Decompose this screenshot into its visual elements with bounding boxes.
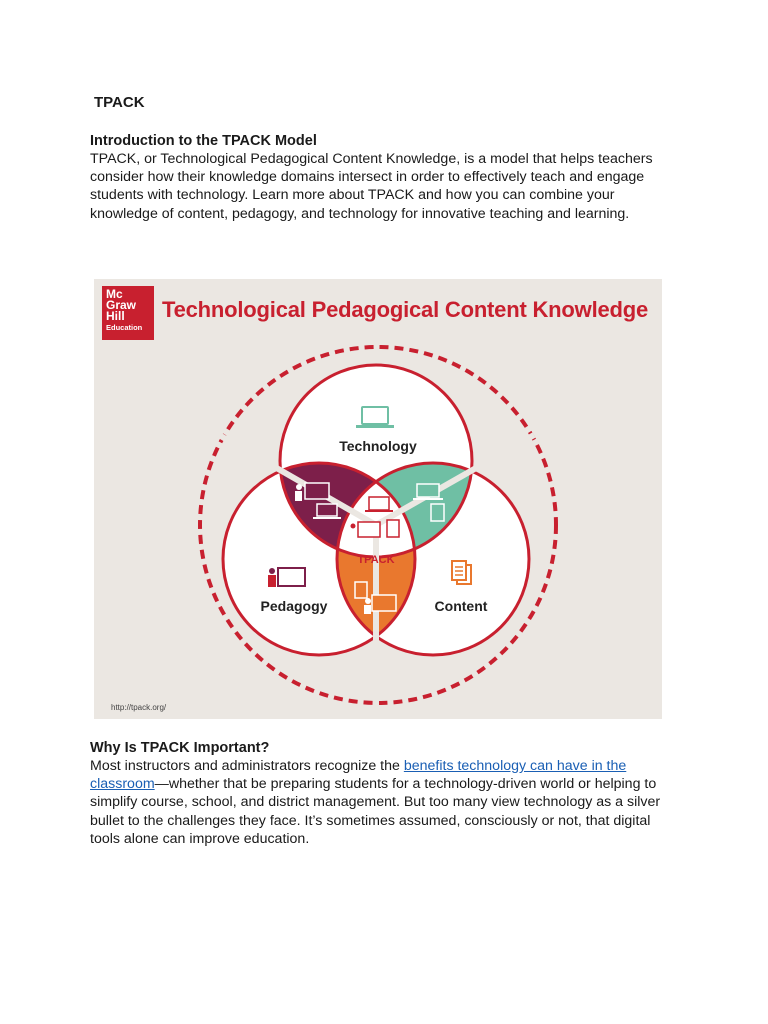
label-technology: Technology [339,438,417,454]
tpack-diagram-image [94,279,662,719]
why-heading: Why Is TPACK Important? [90,740,270,756]
intro-section [90,132,680,223]
mcgraw-hill-logo: Mc Graw Hill Education [102,286,154,340]
label-tpack-center: TPACK [357,554,395,566]
intro-paragraph: TPACK, or Technological Pedagogical Content Knowledge, is a model that helps teachers consider how their knowledge domains intersect in order to effectively teach and engage students with technology. Learn more about TPACK and how you can combine your knowledge of content, pedagogy, and technology for innovative teaching and learning. [90,151,653,222]
why-section [90,739,680,848]
intro-heading: Introduction to the TPACK Model [90,133,317,149]
label-pedagogy: Pedagogy [260,598,328,614]
why-paragraph: Most instructors and administrators recognize the benefits technology can have in the classroom—whether that be preparing students for a technology-driven world or helping to simplify course, school, and district management. But too many view technology as a silver bullet to the challenges they face. It’s sometimes assumed, consciously or not, that digital tools alone can improve education. [90,758,661,847]
document-icon [452,561,471,584]
diagram-source-url: http://tpack.org/ [111,703,167,712]
document-title: TPACK [94,94,145,111]
tpack-venn-diagram [94,279,662,719]
label-content: Content [434,598,488,614]
benefits-link[interactable]: benefits technology can have in the classroom [90,758,627,793]
diagram-title: Technological Pedagogical Content Knowledge [162,297,649,322]
teacher-board-icon [268,568,305,587]
